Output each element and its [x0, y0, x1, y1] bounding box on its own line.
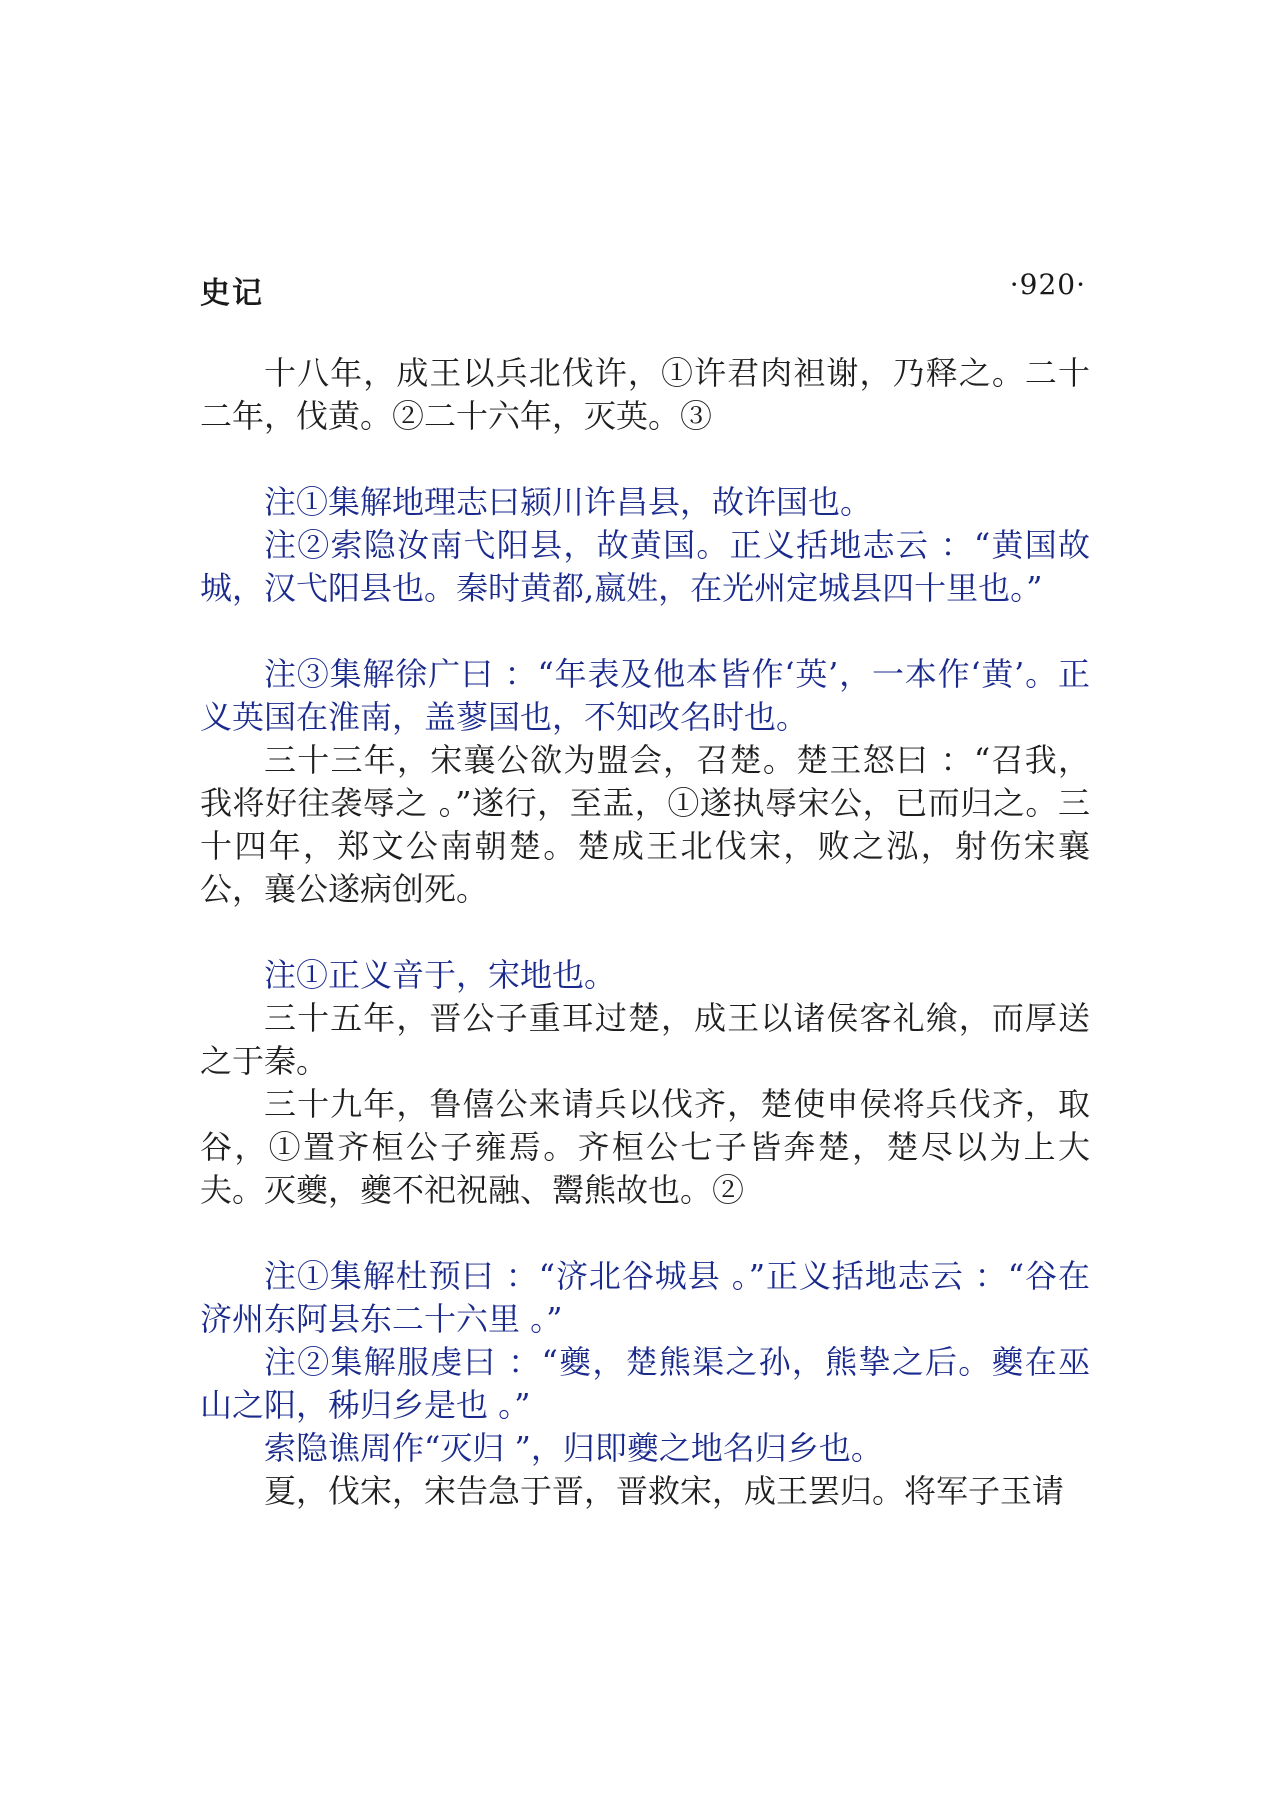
- page-header: [200, 268, 1086, 318]
- annotation-1: 注①集解地理志曰颍川许昌县，故许国也。: [264, 483, 873, 521]
- annotation-2: 注②索隐汝南弋阳县，故黄国。正义括地志云 ：“黄国故城，汉弋阳县也。秦时黄都,嬴姓，在光州定城县四十里也。”: [200, 526, 1090, 607]
- annotation-7: 索隐谯周作“灭归 ”，归即夔之地名归乡也。: [264, 1429, 883, 1467]
- paragraph-1: 十八年，成王以兵北伐许，①许君肉袒谢，乃释之。二十二年，伐黄。②二十六年，灭英。③: [200, 354, 1090, 435]
- annotation-6: 注②集解服虔曰 ：“夔，楚熊渠之孙，熊挚之后。夔在巫山之阳，秭归乡是也 。”: [200, 1343, 1090, 1424]
- annotation-4: 注①正义音于，宋地也。: [264, 956, 617, 994]
- paragraph-5: 夏，伐宋，宋告急于晋，晋救宋，成王罢归。将军子玉请: [264, 1472, 1065, 1510]
- paragraph-2: 三十三年，宋襄公欲为盟会，召楚。楚王怒曰 ：“召我，我将好往袭辱之 。”遂行，至盂，①遂执辱宋公，已而归之。三十四年，郑文公南朝楚。楚成王北伐宋，败之泓，射伤宋襄公，襄公遂病创死。: [200, 741, 1090, 908]
- page-content: [200, 352, 1090, 1513]
- paragraph-3: 三十五年，晋公子重耳过楚，成王以诸侯客礼飨，而厚送之于秦。: [200, 999, 1090, 1080]
- book-title: 史记: [200, 276, 264, 311]
- page-number: ·920·: [1009, 268, 1086, 301]
- annotation-5: 注①集解杜预曰 ：“济北谷城县 。”正义括地志云 ：“谷在济州东阿县东二十六里 。”: [200, 1257, 1090, 1338]
- paragraph-4: 三十九年，鲁僖公来请兵以伐齐，楚使申侯将兵伐齐，取谷，①置齐桓公子雍焉。齐桓公七子皆奔楚，楚尽以为上大夫。灭夔，夔不祀祝融、鬻熊故也。②: [200, 1085, 1090, 1209]
- annotation-3: 注③集解徐广曰 ：“年表及他本皆作‘英’，一本作‘黄’。正义英国在淮南，盖蓼国也，不知改名时也。: [200, 655, 1090, 736]
